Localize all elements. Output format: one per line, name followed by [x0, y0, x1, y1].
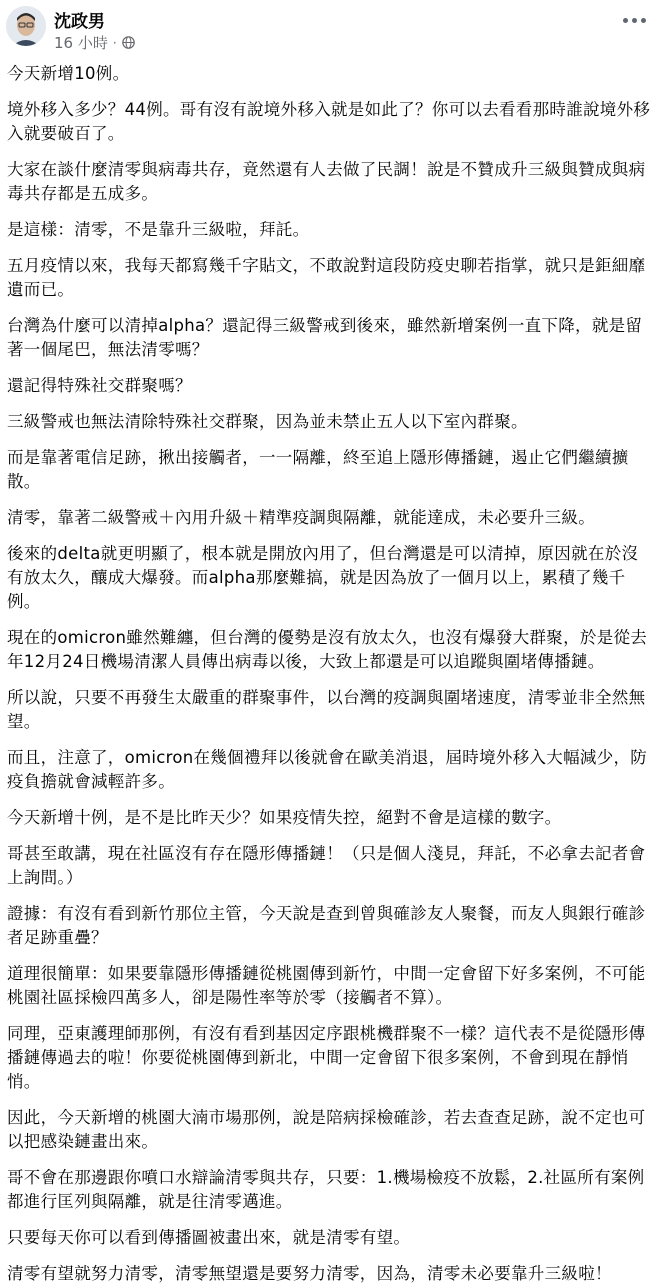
post-paragraph: 哥不會在那邊跟你噴口水辯論清零與共存，只要：1.機場檢疫不放鬆，2.社區所有案例都進行匡列與隔離，就是往清零邁進。 — [7, 1168, 645, 1211]
post-paragraph: 只要每天你可以看到傳播圖被畫出來，就是清零有望。 — [7, 1228, 411, 1247]
post-paragraph: 境外移入多少？44例。哥有沒有說境外移入就是如此了？你可以去看看那時誰說境外移入就要破百了。 — [7, 100, 651, 143]
author-avatar[interactable] — [6, 6, 46, 46]
post-paragraph: 台灣為什麼可以清掉alpha？還記得三級警戒到後來，雖然新增案例一直下降，就是留著一個尾巴，無法清零嗎？ — [7, 316, 643, 359]
author-name[interactable]: 沈政男 — [54, 12, 105, 32]
post-paragraph: 而是靠著電信足跡，揪出接觸者，一一隔離，終至追上隱形傳播鏈，遏止它們繼續擴散。 — [7, 448, 629, 491]
post-body — [0, 56, 664, 1286]
post-paragraph: 今天新增十例，是不是比昨天少？如果疫情失控，絕對不會是這樣的數字。 — [7, 808, 562, 827]
meta-separator: · — [112, 35, 117, 50]
post-paragraph: 還記得特殊社交群聚嗎？ — [7, 376, 192, 395]
post-header — [0, 0, 664, 56]
post-paragraph: 今天新增10例。 — [7, 64, 130, 83]
post-paragraph: 大家在談什麼清零與病毒共存，竟然還有人去做了民調！說是不贊成升三級與贊成與病毒共存都是五成多。 — [7, 160, 646, 203]
globe-icon[interactable] — [122, 36, 135, 49]
post-paragraph: 現在的omicron雖然難纏，但台灣的優勢是沒有放太久，也沒有爆發大群聚，於是從去年12月24日機場清潔人員傳出病毒以後，大致上都還是可以追蹤與圍堵傳播鏈。 — [7, 628, 648, 671]
more-dot — [641, 18, 646, 23]
post-paragraph: 證據：有沒有看到新竹那位主管，今天說是查到曾與確診友人聚餐，而友人與銀行確診者足跡重疊？ — [7, 904, 646, 947]
post-meta — [54, 32, 135, 53]
post-paragraph: 同理，亞東護理師那例，有沒有看到基因定序跟桃機群聚不一樣？這代表不是從隱形傳播鏈傳過去的啦！你要從桃園傳到新北，中間一定會留下很多案例，不會到現在靜悄悄。 — [7, 1024, 646, 1091]
more-options-icon[interactable] — [623, 18, 646, 23]
post-paragraph: 而且，注意了，omicron在幾個禮拜以後就會在歐美消退，屆時境外移入大幅減少，防疫負擔就會減輕許多。 — [7, 748, 648, 791]
more-dot — [632, 18, 637, 23]
post-paragraph: 清零有望就努力清零，清零無望還是要努力清零，因為，清零未必要靠升三級啦！ — [7, 1264, 612, 1283]
post-paragraph: 道理很簡單：如果要靠隱形傳播鏈從桃園傳到新竹，中間一定會留下好多案例，不可能桃園社區採檢四萬多人，卻是陽性率等於零（接觸者不算）。 — [7, 964, 646, 1007]
post-paragraph: 是這樣：清零，不是靠升三級啦，拜託。 — [7, 220, 310, 239]
post-paragraph: 五月疫情以來，我每天都寫幾千字貼文，不敢說對這段防疫史聊若指掌，就只是鉅細靡遺而已。 — [7, 256, 646, 299]
post-paragraph: 因此，今天新增的桃園大湳市場那例，說是陪病採檢確診，若去查查足跡，說不定也可以把感染鏈畫出來。 — [7, 1108, 646, 1151]
post-paragraph: 三級警戒也無法清除特殊社交群聚，因為並未禁止五人以下室內群聚。 — [7, 412, 528, 431]
post-paragraph: 所以說，只要不再發生太嚴重的群聚事件，以台灣的疫調與圍堵速度，清零並非全然無望。 — [7, 688, 646, 731]
post-paragraph: 哥甚至敢講，現在社區沒有存在隱形傳播鏈！（只是個人淺見，拜託，不必拿去記者會上詢問。） — [7, 844, 646, 887]
post-paragraph: 清零，靠著二級警戒＋內用升級＋精準疫調與隔離，就能達成，未必要升三級。 — [7, 508, 595, 527]
more-dot — [623, 18, 628, 23]
post-paragraph: 後來的delta就更明顯了，根本就是開放內用了，但台灣還是可以清掉，原因就在於沒有放太久，釀成大爆發。而alpha那麼難搞，就是因為放了一個月以上，累積了幾千例。 — [7, 544, 639, 611]
avatar-image — [6, 6, 46, 46]
post-timestamp[interactable]: 16 小時 — [54, 34, 108, 52]
